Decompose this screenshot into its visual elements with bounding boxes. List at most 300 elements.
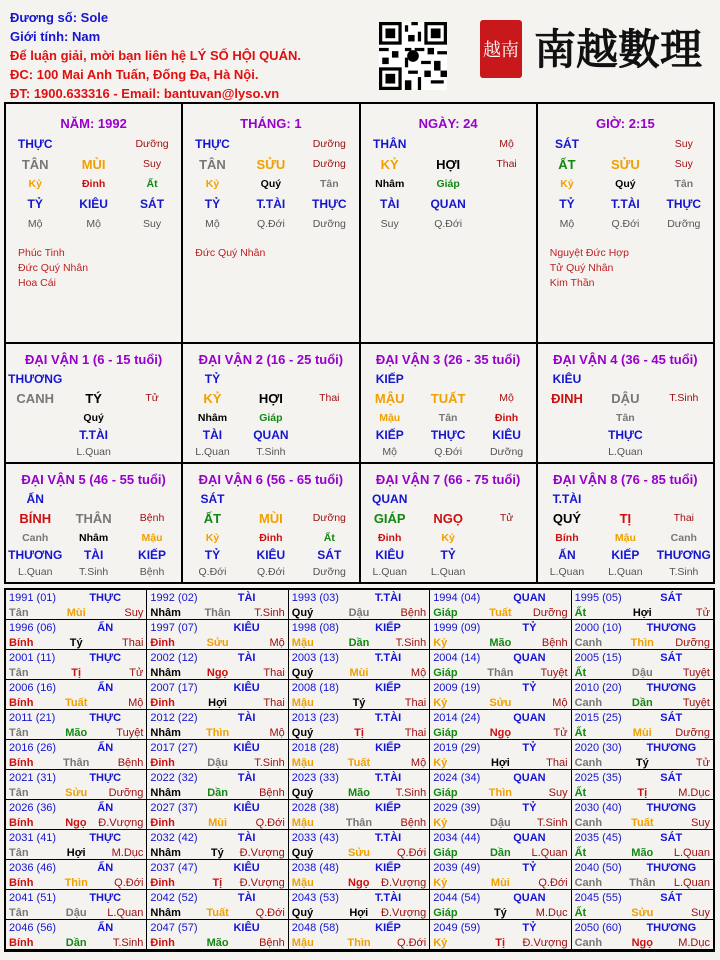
annual-top-row xyxy=(6,800,146,815)
dai-van-stage: Thai xyxy=(673,512,695,524)
hidden-stem: Nhâm xyxy=(197,411,228,424)
annual-cell[interactable] xyxy=(289,800,430,830)
annual-bottom-row xyxy=(147,875,287,890)
annual-cell[interactable] xyxy=(289,890,430,920)
annual-stage: Đ.Vượng xyxy=(239,876,285,889)
annual-chi: Tuất xyxy=(631,816,654,829)
annual-ten-god: KIÊU xyxy=(233,621,260,634)
pillar-cell: Quý xyxy=(615,178,636,190)
pillar-cell: Dưỡng xyxy=(667,218,701,230)
annual-year: 2013 (23) xyxy=(291,711,339,724)
annual-can: Quý xyxy=(291,906,314,919)
annual-ten-god: T.TÀI xyxy=(374,651,402,664)
annual-cell[interactable] xyxy=(430,860,571,890)
annual-ten-god: TỶ xyxy=(522,681,537,694)
annual-chi: Sửu xyxy=(65,786,88,799)
annual-top-row xyxy=(6,860,146,875)
annual-bottom-row xyxy=(430,695,570,710)
annual-stage: Tử xyxy=(695,606,710,619)
annual-bottom-row xyxy=(289,845,429,860)
annual-stage: Suy xyxy=(691,906,710,919)
annual-year: 1999 (09) xyxy=(433,621,481,634)
annual-ten-god: TỶ xyxy=(522,741,537,754)
annual-chi: Tý xyxy=(635,756,649,769)
annual-top-row xyxy=(289,710,429,725)
contact-line: Để luận giải, mời bạn liên hệ LÝ SỐ HỘI QUÁN. xyxy=(10,48,301,63)
pillar-cell: Mộ xyxy=(499,138,514,150)
annual-cell[interactable] xyxy=(147,740,288,770)
dai-van-stage: Tử xyxy=(499,512,514,524)
annual-cell[interactable] xyxy=(572,710,713,740)
hidden-stem: Tân xyxy=(438,411,458,424)
annual-cell[interactable] xyxy=(6,680,147,710)
life-stage: T.Sinh xyxy=(669,565,699,578)
annual-cell[interactable] xyxy=(6,770,147,800)
annual-cell[interactable] xyxy=(147,860,288,890)
annual-can: Ất xyxy=(574,906,587,919)
annual-year: 1995 (05) xyxy=(574,591,622,604)
dai-van-top-row xyxy=(183,490,358,507)
annual-stage: Bệnh xyxy=(259,786,285,799)
annual-ten-god: KIẾP xyxy=(375,801,401,814)
dai-van-stage-row xyxy=(361,443,536,460)
annual-cell[interactable] xyxy=(430,890,571,920)
annual-ten-god: TỶ xyxy=(522,621,537,634)
annual-ten-god: TÀI xyxy=(237,591,256,604)
hidden-stem: Đinh xyxy=(259,531,283,544)
annual-top-row xyxy=(430,770,570,785)
annual-cell[interactable] xyxy=(289,830,430,860)
annual-cell[interactable] xyxy=(147,710,288,740)
hidden-stem: Quý xyxy=(83,411,104,424)
dai-van-hidden-row xyxy=(361,529,536,546)
annual-year: 2045 (55) xyxy=(574,891,622,904)
annual-cell[interactable] xyxy=(147,770,288,800)
annual-cell[interactable] xyxy=(6,860,147,890)
pillar-cell: HỢI xyxy=(436,156,461,172)
annual-ten-god: KIẾP xyxy=(375,861,401,874)
dai-van-god-row xyxy=(6,426,181,443)
annual-ten-god: THỰC xyxy=(89,591,122,604)
dai-van-top-row xyxy=(6,490,181,507)
annual-can: Nhâm xyxy=(150,606,181,619)
dai-van-cell[interactable] xyxy=(6,464,183,582)
annual-top-row xyxy=(6,620,146,635)
life-stage: Q.Đới xyxy=(198,565,227,578)
annual-cell[interactable] xyxy=(572,860,713,890)
annual-stage: Suy xyxy=(548,786,568,799)
dai-van-ten-god: KIÊU xyxy=(552,371,582,386)
pillar-cell: Tân xyxy=(319,178,339,190)
annual-cell[interactable] xyxy=(289,740,430,770)
star-name: Nguyệt Đức Hợp xyxy=(549,247,630,259)
annual-cell[interactable] xyxy=(572,770,713,800)
annual-cell[interactable] xyxy=(430,650,571,680)
annual-chi: Thân xyxy=(629,876,656,889)
annual-cell[interactable] xyxy=(147,650,288,680)
dai-van-can: KỶ xyxy=(203,390,222,406)
annual-cell[interactable] xyxy=(289,650,430,680)
dai-van-hidden-row xyxy=(361,409,536,426)
annual-stage: Q.Đới xyxy=(114,876,144,889)
annual-chi: Mùi xyxy=(490,876,510,889)
dai-van-ten-god: SÁT xyxy=(200,491,225,506)
pillar-row xyxy=(538,194,713,214)
hidden-stem: Bính xyxy=(555,531,579,544)
annual-top-row xyxy=(289,800,429,815)
pillar-cell: Suy xyxy=(380,218,399,230)
dai-van-title: ĐẠI VẬN 6 (56 - 65 tuổi) xyxy=(198,472,344,487)
annual-year: 1991 (01) xyxy=(9,591,57,604)
dai-van-main-row xyxy=(6,387,181,409)
annual-top-row xyxy=(6,680,146,695)
annual-ten-god: THƯƠNG xyxy=(646,801,697,814)
annual-cell[interactable] xyxy=(289,860,430,890)
annual-can: Quý xyxy=(291,726,314,739)
annual-can: Mậu xyxy=(291,816,314,829)
annual-chi: Thìn xyxy=(488,786,512,799)
hidden-ten-god: THỰC xyxy=(430,427,466,442)
pillar-cell: Kỷ xyxy=(560,178,574,190)
pillar-cell: THỰC xyxy=(311,197,347,211)
annual-chi: Thân xyxy=(487,666,514,679)
annual-cell[interactable] xyxy=(147,620,288,650)
annual-stage: T.Sinh xyxy=(537,816,568,829)
annual-stage: Tử xyxy=(553,726,568,739)
pillar-row xyxy=(538,154,713,174)
life-stage: Q.Đới xyxy=(256,565,285,578)
pillar-row xyxy=(361,194,536,214)
pillar-row xyxy=(6,194,181,214)
annual-ten-god: ẤN xyxy=(97,621,114,634)
pillar-cell: THỰC xyxy=(17,137,53,151)
annual-stage: T.Sinh xyxy=(254,606,285,619)
annual-top-row xyxy=(289,590,429,605)
annual-chi: Mão xyxy=(631,846,654,859)
annual-cell[interactable] xyxy=(147,830,288,860)
annual-cell[interactable] xyxy=(430,920,571,950)
pillar-cell: KIÊU xyxy=(79,197,108,211)
dai-van-top-row xyxy=(6,370,181,387)
annual-can: Đinh xyxy=(150,636,175,649)
annual-cell[interactable] xyxy=(6,800,147,830)
annual-stage: Tuyệt xyxy=(540,666,568,679)
annual-chi: Tuất xyxy=(489,606,512,619)
annual-top-row xyxy=(572,890,713,905)
life-stage: L.Quan xyxy=(76,445,111,458)
annual-cell[interactable] xyxy=(430,620,571,650)
annual-chi: Dậu xyxy=(207,756,228,769)
dai-van-top-row xyxy=(361,370,536,387)
pillar-cell: SỬU xyxy=(256,156,286,172)
dai-van-stage-row xyxy=(538,443,713,460)
annual-ten-god: TỶ xyxy=(522,921,537,934)
annual-top-row xyxy=(289,740,429,755)
annual-ten-god: THỰC xyxy=(89,771,122,784)
annual-can: Canh xyxy=(574,876,603,889)
pillars-row xyxy=(6,104,713,344)
life-stage: Q.Đới xyxy=(434,445,463,458)
annual-bottom-row xyxy=(6,725,146,740)
annual-ten-god: THƯƠNG xyxy=(646,861,697,874)
dai-van-cell[interactable] xyxy=(361,464,538,582)
annual-ten-god: SÁT xyxy=(660,771,683,784)
annual-cell[interactable] xyxy=(572,590,713,620)
annual-top-row xyxy=(147,920,287,935)
life-stage: Dưỡng xyxy=(312,565,346,578)
annual-cell[interactable] xyxy=(572,680,713,710)
annual-ten-god: QUAN xyxy=(513,831,546,844)
annual-can: Bính xyxy=(9,756,34,769)
annual-top-row xyxy=(147,680,287,695)
logo-graphic xyxy=(478,14,713,84)
annual-cell[interactable] xyxy=(572,920,713,950)
life-stage: Mộ xyxy=(382,445,397,458)
annual-top-row xyxy=(289,770,429,785)
annual-bottom-row xyxy=(6,935,146,950)
logo-text: 南越數理 xyxy=(533,25,703,74)
annual-stage: Dưỡng xyxy=(108,786,144,799)
dai-van-can: CANH xyxy=(16,390,54,406)
pillar-row xyxy=(361,134,536,154)
dai-van-cell[interactable] xyxy=(6,344,183,462)
annual-stage: L.Quan xyxy=(107,906,144,919)
annual-stage: Thai xyxy=(263,666,285,679)
annual-bottom-row xyxy=(572,845,713,860)
annual-year: 2044 (54) xyxy=(433,891,481,904)
annual-cell[interactable] xyxy=(572,620,713,650)
annual-cell[interactable] xyxy=(430,830,571,860)
annual-top-row xyxy=(430,890,570,905)
annual-stage: Đ.Vượng xyxy=(522,936,568,949)
dai-van-hidden-row xyxy=(183,409,358,426)
pillar-column xyxy=(6,104,183,342)
dai-van-cell[interactable] xyxy=(538,344,713,462)
dai-van-god-row xyxy=(361,546,536,563)
life-stage: L.Quan xyxy=(17,565,53,578)
hidden-ten-god: KIÊU xyxy=(375,547,405,562)
annual-cell[interactable] xyxy=(572,800,713,830)
annual-chi: Thân xyxy=(204,606,231,619)
annual-can: Tân xyxy=(9,846,29,859)
annual-cell[interactable] xyxy=(6,740,147,770)
phone-email-line[interactable]: ĐT: 1900.633316 - Email: bantuvan@lyso.vn xyxy=(10,86,280,101)
pillar-title: NĂM: 1992 xyxy=(60,116,127,131)
annual-bottom-row xyxy=(147,755,287,770)
annual-stage: Đ.Vượng xyxy=(98,816,144,829)
annual-bottom-row xyxy=(572,635,713,650)
annual-stage: Q.Đới xyxy=(255,906,285,919)
annual-cell[interactable] xyxy=(430,710,571,740)
annual-can: Giáp xyxy=(433,666,458,679)
dai-van-cell[interactable] xyxy=(183,344,360,462)
dai-van-cell[interactable] xyxy=(183,464,360,582)
annual-cell[interactable] xyxy=(6,710,147,740)
annual-cell[interactable] xyxy=(6,650,147,680)
annual-year: 2028 (38) xyxy=(291,801,339,814)
qr-code-icon[interactable] xyxy=(379,22,447,90)
annual-year: 1997 (07) xyxy=(150,621,198,634)
annual-bottom-row xyxy=(572,755,713,770)
annual-stage: T.Sinh xyxy=(254,756,285,769)
dai-van-chi: TỊ xyxy=(619,510,632,526)
special-stars xyxy=(183,246,358,261)
dai-van-title: ĐẠI VẬN 4 (36 - 45 tuổi) xyxy=(553,352,698,367)
annual-top-row xyxy=(430,860,570,875)
annual-cell[interactable] xyxy=(147,920,288,950)
annual-top-row xyxy=(6,890,146,905)
annual-can: Quý xyxy=(291,606,314,619)
annual-cell[interactable] xyxy=(6,830,147,860)
annual-bottom-row xyxy=(572,815,713,830)
pillar-cell: Suy xyxy=(143,218,162,230)
annual-cell[interactable] xyxy=(289,770,430,800)
dai-van-cell[interactable] xyxy=(361,344,538,462)
annual-cell[interactable] xyxy=(6,590,147,620)
pillar-row xyxy=(6,134,181,154)
seal-text: 越南 xyxy=(483,40,519,61)
annual-year: 2047 (57) xyxy=(150,921,198,934)
annual-cell[interactable] xyxy=(147,590,288,620)
annual-chi: Dậu xyxy=(65,906,87,919)
annual-cell[interactable] xyxy=(572,890,713,920)
pillar-column xyxy=(183,104,360,342)
annual-cell[interactable] xyxy=(430,740,571,770)
annual-year: 2026 (36) xyxy=(9,801,57,814)
dai-van-cell[interactable] xyxy=(538,464,713,582)
pillar-cell: Tân xyxy=(674,178,694,190)
annual-year: 2007 (17) xyxy=(150,681,198,694)
pillar-column xyxy=(361,104,538,342)
pillar-row xyxy=(361,214,536,234)
annual-top-row xyxy=(572,650,713,665)
annual-cell[interactable] xyxy=(430,680,571,710)
annual-top-row xyxy=(572,920,713,935)
pillar-column xyxy=(538,104,713,342)
hidden-stem: Đinh xyxy=(494,411,519,424)
pillar-cell: Mộ xyxy=(27,218,43,230)
annual-cell[interactable] xyxy=(289,590,430,620)
annual-cell[interactable] xyxy=(6,890,147,920)
annual-cell[interactable] xyxy=(147,680,288,710)
hidden-ten-god: THỰC xyxy=(608,427,643,442)
annual-stage: M.Dục xyxy=(678,936,710,949)
annual-can: Kỷ xyxy=(433,876,448,889)
annual-cell[interactable] xyxy=(572,830,713,860)
annual-cell[interactable] xyxy=(572,650,713,680)
annual-cell[interactable] xyxy=(430,800,571,830)
annual-year: 2023 (33) xyxy=(291,771,339,784)
annual-year: 2034 (44) xyxy=(433,831,481,844)
annual-ten-god: TÀI xyxy=(237,771,256,784)
hidden-ten-god: THƯƠNG xyxy=(656,547,711,562)
annual-bottom-row xyxy=(147,845,287,860)
annual-bottom-row xyxy=(572,605,713,620)
annual-chi: Sửu xyxy=(347,846,370,859)
dai-van-row-2 xyxy=(6,464,713,582)
annual-stage: Mộ xyxy=(269,726,285,739)
annual-cell[interactable] xyxy=(289,620,430,650)
annual-can: Nhâm xyxy=(150,726,181,739)
pillar-cell: Kỷ xyxy=(205,178,220,190)
annual-year: 2024 (34) xyxy=(433,771,481,784)
pillar-cell: TÀI xyxy=(380,197,400,211)
hidden-ten-god: KIÊU xyxy=(492,427,521,442)
hidden-ten-god: T.TÀI xyxy=(79,427,108,442)
annual-year: 2004 (14) xyxy=(433,651,481,664)
annual-stage: Bệnh xyxy=(259,936,285,949)
annual-top-row xyxy=(147,620,287,635)
annual-cell[interactable] xyxy=(147,800,288,830)
annual-top-row xyxy=(572,710,713,725)
annual-cell[interactable] xyxy=(289,710,430,740)
annual-ten-god: KIẾP xyxy=(375,921,401,934)
annual-year: 2009 (19) xyxy=(433,681,481,694)
annual-stage: T.Sinh xyxy=(112,936,144,949)
annual-can: Kỷ xyxy=(433,636,448,649)
annual-stage: M.Dục xyxy=(111,846,144,859)
annual-chi: Thìn xyxy=(205,726,230,739)
annual-chi: Dần xyxy=(65,936,87,949)
annual-cell[interactable] xyxy=(430,590,571,620)
annual-stage: Mộ xyxy=(128,696,144,709)
annual-bottom-row xyxy=(430,935,570,950)
pillar-cell: TỶ xyxy=(204,197,221,211)
annual-top-row xyxy=(430,680,570,695)
hidden-stem: Mậu xyxy=(379,411,401,424)
annual-top-row xyxy=(6,740,146,755)
annual-bottom-row xyxy=(572,725,713,740)
annual-cell[interactable] xyxy=(289,920,430,950)
hidden-stem: Giáp xyxy=(259,411,283,424)
annual-cell[interactable] xyxy=(147,890,288,920)
annual-ten-god: THƯƠNG xyxy=(646,921,697,934)
annual-ten-god: TÀI xyxy=(237,651,256,664)
annual-year: 2022 (32) xyxy=(150,771,198,784)
dai-van-chi: DẬU xyxy=(611,390,640,406)
annual-stage: M.Dục xyxy=(535,906,568,919)
annual-chi: Ngọ xyxy=(65,816,87,829)
annual-top-row xyxy=(289,650,429,665)
annual-cell[interactable] xyxy=(289,680,430,710)
annual-can: Canh xyxy=(574,636,603,649)
annual-stage: Dưỡng xyxy=(675,726,710,739)
address-line: ĐC: 100 Mai Anh Tuấn, Đống Đa, Hà Nội. xyxy=(10,67,259,82)
annual-year: 1993 (03) xyxy=(291,591,339,604)
annual-cell[interactable] xyxy=(572,740,713,770)
dai-van-god-row xyxy=(538,426,713,443)
pillar-cell: SÁT xyxy=(554,137,579,151)
annual-cell[interactable] xyxy=(430,770,571,800)
annual-bottom-row xyxy=(147,785,287,800)
annual-year: 2010 (20) xyxy=(574,681,622,694)
dai-van-top-row xyxy=(183,370,358,387)
annual-year: 2017 (27) xyxy=(150,741,198,754)
annual-ten-god: KIẾP xyxy=(375,621,401,634)
annual-chi: Tị xyxy=(354,726,364,739)
annual-cell[interactable] xyxy=(6,620,147,650)
annual-cell[interactable] xyxy=(6,920,147,950)
annual-ten-god: SÁT xyxy=(660,831,683,844)
annual-stage: Thai xyxy=(121,636,144,649)
annual-bottom-row xyxy=(430,875,570,890)
annual-year: 1994 (04) xyxy=(433,591,481,604)
annual-ten-god: ẤN xyxy=(97,741,114,754)
dai-van-top-row xyxy=(538,370,713,387)
annual-chi: Thìn xyxy=(347,936,371,949)
hidden-stem: Kỷ xyxy=(205,531,220,544)
star-name: Phúc Tinh xyxy=(18,247,65,259)
